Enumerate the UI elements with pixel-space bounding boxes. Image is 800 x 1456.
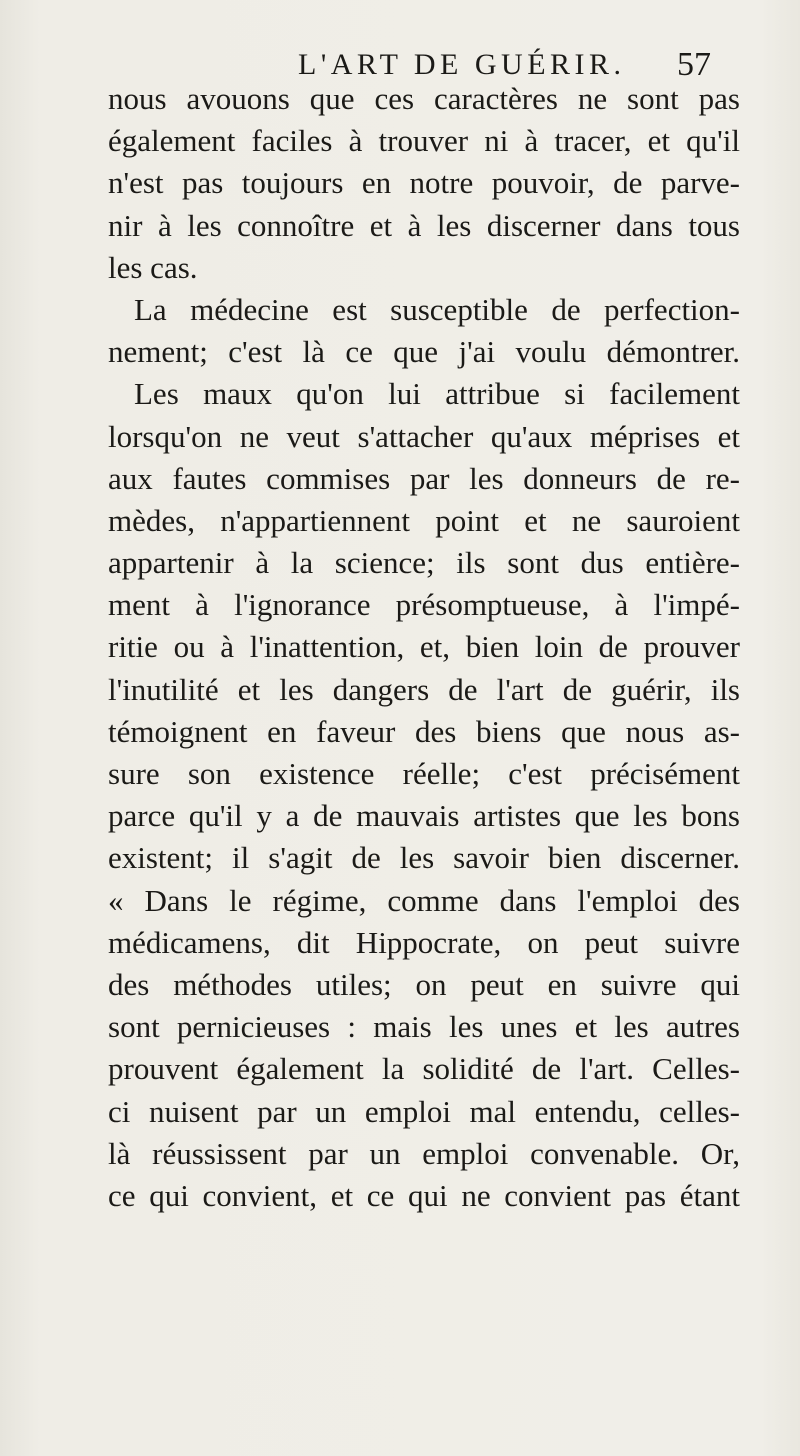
text-line: les cas. (108, 249, 198, 285)
text-line: ment à l'ignorance présomptueuse, à l'impé- (108, 587, 740, 623)
text-line: « Dans le régime, comme dans l'emploi des (108, 882, 740, 918)
text-line: nir à les connoître et à les discerner dans tous (108, 207, 740, 243)
text-line: existent; il s'agit de les savoir bien discerner. (108, 840, 740, 876)
text-line: lorsqu'on ne veut s'attacher qu'aux méprises et (108, 418, 740, 454)
text-line: nement; c'est là ce que j'ai voulu démontrer. (108, 334, 740, 370)
page-number: 57 (677, 46, 711, 83)
text-line: médicamens, dit Hippocrate, on peut suivre (108, 924, 740, 960)
text-line: Les maux qu'on lui attribue si facilement (134, 376, 740, 412)
text-line: prouvent également la solidité de l'art. Celles- (108, 1051, 740, 1087)
text-line: sont pernicieuses : mais les unes et les autres (108, 1009, 740, 1045)
text-line: ce qui convient, et ce qui ne convient pas étant (108, 1177, 740, 1213)
text-line: appartenir à la science; ils sont dus entière- (108, 545, 740, 581)
body-text (108, 78, 740, 1217)
text-line: mèdes, n'appartiennent point et ne sauroient (108, 502, 740, 538)
text-line: n'est pas toujours en notre pouvoir, de parve- (108, 165, 740, 201)
text-line: ci nuisent par un emploi mal entendu, celles- (108, 1093, 740, 1129)
text-line: nous avouons que ces caractères ne sont pas (108, 81, 740, 116)
text-line: parce qu'il y a de mauvais artistes que les bons (108, 798, 740, 834)
text-line: sure son existence réelle; c'est précisément (108, 756, 740, 791)
text-line: La médecine est susceptible de perfection- (134, 291, 740, 327)
text-line: ritie ou à l'inattention, et, bien loin de prouver (108, 629, 740, 665)
text-line: témoignent en faveur des biens que nous as- (108, 713, 740, 749)
text-line: des méthodes utiles; on peut en suivre qui (108, 966, 740, 1002)
text-line: l'inutilité et les dangers de l'art de guérir, ils (108, 671, 740, 707)
text-line: là réussissent par un emploi convenable. Or, (108, 1135, 740, 1171)
text-line: aux fautes commises par les donneurs de re- (108, 460, 740, 496)
text-line: également faciles à trouver ni à tracer, et qu'il (108, 123, 740, 159)
running-title: L'ART DE GUÉRIR. (298, 48, 626, 81)
